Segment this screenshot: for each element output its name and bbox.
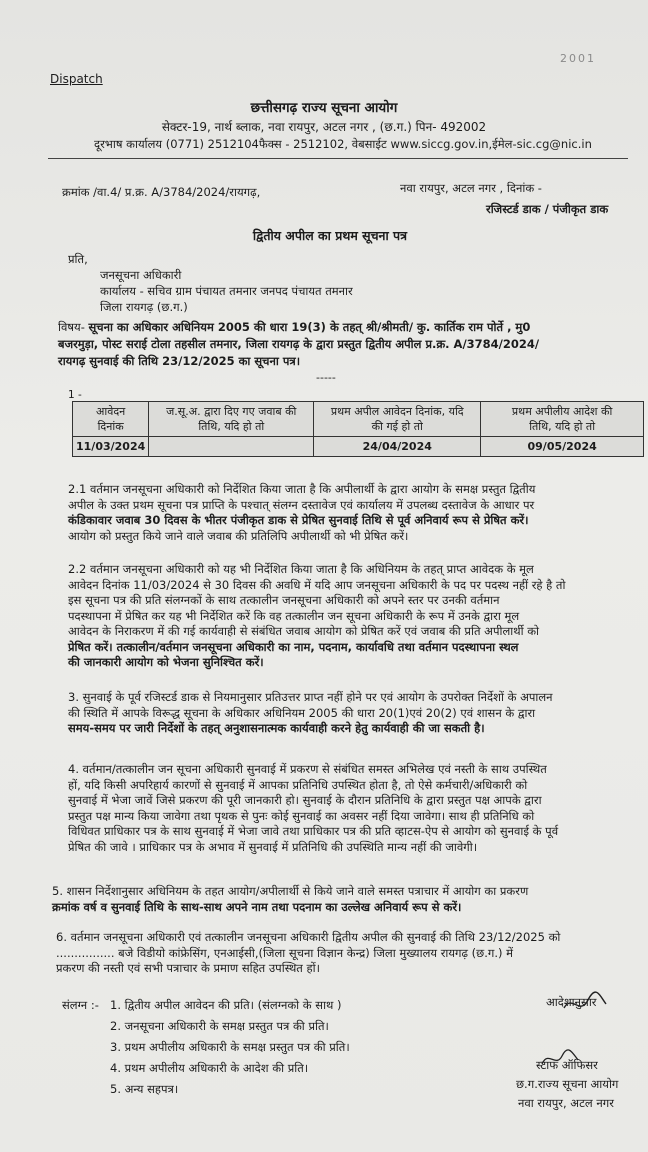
table-header-cell: आवेदन दिनांक xyxy=(73,402,149,437)
enclosure-item: 4. प्रथम अपीलीय अधिकारी के आदेश की प्रति। xyxy=(110,1061,309,1075)
subject-text: सूचना का अधिकार अधिनियम 2005 की धारा 19(3) के तहत् श्री/श्रीमती/ कु. कार्तिक राम पोर्ते , मु0 xyxy=(88,320,531,334)
signature-scribble-icon xyxy=(560,990,610,1018)
case-dates-table xyxy=(72,401,644,457)
paragraph-line: क्रमांक वर्ष व सुनवाई तिथि के साथ-साथ अपने नाम तथा पदनाम का उल्लेख अनिवार्य रूप से करें। xyxy=(52,899,462,914)
paragraph-line: सुनवाई में भेजा जावें जिसे प्रकरण की पूरी जानकारी हो। सुनवाई के दौरान प्रतिनिधि के द्वारा प्रस्तुत पक्ष आपके द्वारा xyxy=(68,793,542,807)
table-row xyxy=(73,437,644,457)
subject-line-1 xyxy=(58,320,530,335)
paragraph-line: आयोग को प्रस्तुत किये जाने वाले जवाब की प्रतिलिपि अपीलार्थी को भी प्रेषित करें। xyxy=(68,528,409,543)
table-header-cell: प्रथम अपील आवेदन दिनांक, यदि की गई हो तो xyxy=(314,402,481,437)
paragraph-line: की जानकारी आयोग को भेजना सुनिश्चित करें। xyxy=(68,655,264,669)
enclosure-item: 3. प्रथम अपीलीय अधिकारी के समक्ष प्रस्तुत पत्र की प्रति। xyxy=(110,1040,350,1054)
paragraph-5 xyxy=(52,884,528,915)
paragraph-4 xyxy=(68,762,558,855)
subject-line-3: रायगढ़ सुनवाई की तिथि 23/12/2025 का सूचना पत्र। xyxy=(58,354,301,368)
subject-line-2: बजरमुड़ा, पोस्ट सराई टोला तहसील तमनार, जिला रायगढ़ के द्वारा प्रस्तुत द्वितीय अपील प्र.क्र. A/3784/2024/ xyxy=(58,337,540,351)
signatory-city: नवा रायपुर, अटल नगर xyxy=(518,1096,614,1110)
table-header-cell: प्रथम अपीलीय आदेश की तिथि, यदि हो तो xyxy=(481,402,644,437)
subject-dashes: ----- xyxy=(316,371,336,384)
paragraph-line: प्रेषित की जावे । प्राधिकार पत्र के अभाव में सुनवाई में प्रतिनिधि की उपस्थिति मान्य नहीं की जावेगी। xyxy=(68,839,478,854)
paragraph-3 xyxy=(68,690,553,737)
table-cell: 24/04/2024 xyxy=(314,437,481,457)
paragraph-line: विधिवत प्राधिकार पत्र के साथ सुनवाई में भेजा जावे तथा प्राधिकार पत्र की प्रति व्हाटस-ऐप से आयोग को सुनवाई के पूर्व xyxy=(68,824,559,838)
letter-title: द्वितीय अपील का प्रथम सूचना पत्र xyxy=(252,228,408,243)
org-address: सेक्टर-19, नार्थ ब्लाक, नवा रायपुर, अटल नगर , (छ.ग.) पिन- 492002 xyxy=(161,120,487,134)
paragraph-line: प्रकरण की नस्ती एवं सभी पत्राचार के प्रमाण सहित उपस्थित हों। xyxy=(56,961,320,975)
paragraph-line: अपील के उक्त प्रथम सूचना पत्र प्राप्ति के पश्चात् संलग्न दस्तावेज एवं कार्यालय में उपलब्ध दस्तावेज के आधार पर xyxy=(68,497,535,512)
by-order: आदेशानुसार xyxy=(546,995,597,1009)
org-contact: दूरभाष कार्यालय (0771) 2512104फैक्स - 2512102, वेबसाईट www.siccg.gov.in,ईमेल-sic.cg@nic.in xyxy=(94,137,592,151)
table-cell: 09/05/2024 xyxy=(481,437,644,457)
paragraph-line: 5. शासन निर्देशानुसार अधिनियम के तहत आयोग/अपीलार्थी से किये जाने वाले समस्त पत्राचार में आयोग का प्रकरण xyxy=(52,884,529,898)
table-header-row xyxy=(73,402,644,437)
subject-label: विषय- xyxy=(58,320,89,334)
enclosure-item: 1. द्वितीय अपील आवेदन की प्रति। (संलग्नको के साथ ) xyxy=(110,998,342,1012)
addressee-line-2: कार्यालय - सचिव ग्राम पंचायत तमनार जनपद पंचायत तमनार xyxy=(100,284,353,298)
paragraph-line: पदस्थापना में प्रेषित कर यह भी निर्देशित करें कि वह तत्कालीन जन सूचना अधिकारी के रूप में उनके द्वारा मूल xyxy=(68,608,520,623)
signature-mark-icon xyxy=(540,1048,580,1070)
stamp-number: 2001 xyxy=(560,52,596,65)
addressee-line-3: जिला रायगढ़ (छ.ग.) xyxy=(100,300,188,314)
table-cell xyxy=(149,437,314,457)
paragraph-line: 2.1 वर्तमान जनसूचना अधिकारी को निर्देशित किया जाता है कि अपीलार्थी के द्वारा आयोग के समक्ष प्रस्तुत द्वितीय xyxy=(68,482,536,496)
place-date: नवा रायपुर, अटल नगर , दिनांक - xyxy=(400,181,542,195)
signatory-org: छ.ग.राज्य सूचना आयोग xyxy=(516,1077,619,1091)
paragraph-line: आवेदन दिनांक 11/03/2024 से 30 दिवस की अवधि में यदि आप जनसूचना अधिकारी के पद पर पदस्थ नहीं रहे है तो xyxy=(68,577,566,592)
signatory-designation: स्टाफ ऑफिसर xyxy=(536,1058,598,1072)
paragraph-6 xyxy=(56,930,560,977)
paragraph-line: हों, यदि किसी अपरिहार्य कारणों से सुनवाई में आपका प्रतिनिधि उपस्थित होता है, तो ऐसे कर्मचारी/अधिकारी को xyxy=(68,777,528,792)
paragraph-line: आवेदन के निराकरण में की गई कार्यवाही से संबंधित जवाब आयोग को प्रेषित करें एवं जवाब की प्रति अपीलार्थी को xyxy=(68,624,540,638)
paragraph-2-2 xyxy=(68,562,565,671)
paragraph-2-1 xyxy=(68,482,535,544)
paragraph-line: 6. वर्तमान जनसूचना अधिकारी एवं तत्कालीन जनसूचना अधिकारी द्वितीय अपील की सुनवाई की तिथि 23/12/2025 को xyxy=(56,930,561,944)
enclosure-item: 5. अन्य सहपत्र। xyxy=(110,1082,179,1096)
paragraph-line: 2.2 वर्तमान जनसूचना अधिकारी को यह भी निर्देशित किया जाता है कि अधिनियम के तहत् प्राप्त आवेदक के मूल xyxy=(68,562,534,576)
addressee-prati: प्रति, xyxy=(68,252,88,266)
paragraph-line: 3. सुनवाई के पूर्व रजिस्टर्ड डाक से नियमानुसार प्रतिउत्तर प्राप्त नहीं होने पर एवं आयोग के उपरोक्त निर्देशों के अपालन xyxy=(68,690,553,704)
header-divider xyxy=(48,158,628,159)
enclosures-label: संलग्न :- xyxy=(62,998,99,1012)
table-header-cell: ज.सू.अ. द्वारा दिए गए जवाब की तिथि, यदि हो तो xyxy=(149,402,314,437)
paragraph-line: इस सूचना पत्र की प्रति संलग्नकों के साथ तत्कालीन जनसूचना अधिकारी को अपने स्तर पर उनकी वर्तमान xyxy=(68,593,500,607)
dispatch-label: Dispatch xyxy=(50,72,103,86)
paragraph-line: प्रस्तुत पक्ष मान्य किया जावेगा तथा पृथक से पुनः कोई सुनवाई का अवसर नहीं दिया जावेगा। साथ ही प्रतिनिधि को xyxy=(68,808,535,823)
item-number-one: 1 - xyxy=(68,389,82,401)
table-cell: 11/03/2024 xyxy=(73,437,149,457)
paragraph-line: समय-समय पर जारी निर्देशों के तहत् अनुशासनात्मक कार्यवाही करने हेतु कार्यवाही की जा सकती है। xyxy=(68,721,485,735)
registered-post: रजिस्टर्ड डाक / पंजीकृत डाक xyxy=(486,202,609,216)
paragraph-line: प्रेषित करें। तत्कालीन/वर्तमान जनसूचना अधिकारी का नाम, पदनाम, कार्यावधि तथा वर्तमान पदस्थापना स्थल xyxy=(68,639,519,654)
org-name: छत्तीसगढ़ राज्य सूचना आयोग xyxy=(250,100,398,116)
paragraph-line: 4. वर्तमान/तत्कालीन जन सूचना अधिकारी सुनवाई में प्रकरण से संबंधित समस्त अभिलेख एवं नस्ती के साथ उपस्थित xyxy=(68,762,547,776)
addressee-line-1: जनसूचना अधिकारी xyxy=(100,268,182,282)
paragraph-line: की स्थिति में आपके विरूद्ध सूचना के अधिकार अधिनियम 2005 की धारा 20(1)एवं 20(2) एवं शासन के द्वारा xyxy=(68,705,536,720)
reference-number: क्रमांक /वा.4/ प्र.क्र. A/3784/2024/रायगढ़, xyxy=(62,185,261,199)
paragraph-line: ................ बजे विडीयो कांफ्रेसिंग, एनआईसी,(जिला सूचना विज्ञान केन्द्र) जिला मुख्यालय रायगढ़ (छ.ग.) में xyxy=(56,945,514,960)
enclosure-item: 2. जनसूचना अधिकारी के समक्ष प्रस्तुत पत्र की प्रति। xyxy=(110,1019,329,1033)
paragraph-line: कंडिकावार जवाब 30 दिवस के भीतर पंजीकृत डाक से प्रेषित सुनवाई तिथि से पूर्व अनिवार्य रूप से प्रेषित करें। xyxy=(68,513,529,527)
